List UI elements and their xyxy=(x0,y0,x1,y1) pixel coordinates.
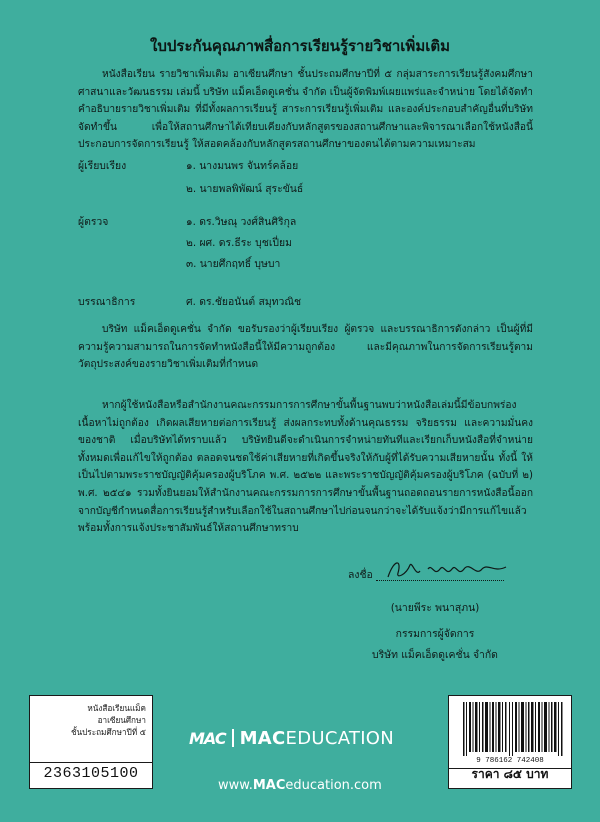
logo-divider xyxy=(232,729,234,747)
author-2: ๒. นายพลพิพัฒน์ สุระขันธ์ xyxy=(186,183,304,195)
logo-wordmark xyxy=(240,728,394,749)
signer-title: กรรมการผู้จัดการ xyxy=(395,628,475,640)
product-code: 2363105100 xyxy=(43,765,139,782)
isbn-number: 9 786162 742408 xyxy=(476,757,544,765)
product-box-divider xyxy=(30,762,152,763)
signer-name: (นายพีระ พนาสุภน) xyxy=(390,602,480,614)
page-title: ใบประกันคุณภาพสื่อการเรียนรู้รายวิชาเพิ่มเติม xyxy=(150,37,450,55)
mac-logo-mark: MAC xyxy=(189,728,226,748)
book-label-line-1: หนังสือเรียนแม็ค xyxy=(87,703,146,713)
mac-education-logo xyxy=(189,727,394,749)
product-label-box xyxy=(29,695,153,789)
price-label: ราคา ๘๕ บาท xyxy=(471,767,549,781)
website-url xyxy=(218,778,382,793)
editor-name: ศ. ดร.ชัยอนันต์ สมุทวณิช xyxy=(186,296,302,308)
logo-wordmark-rest: EDUCATION xyxy=(285,727,395,749)
editor-label: บรรณาธิการ xyxy=(78,296,136,308)
barcode-box xyxy=(448,695,572,789)
authors-label: ผู้เรียบเรียง xyxy=(78,160,127,172)
website-suffix: education.com xyxy=(285,778,382,793)
barcode-icon xyxy=(461,702,565,756)
reviewer-1: ๑. ดร.วิษณุ วงศ์สินศิริกุล xyxy=(186,216,297,228)
liability-paragraph: หากผู้ใช้หนังสือหรือสำนักงานคณะกรรมการการศึกษาขั้นพื้นฐานพบว่าหนังสือเล่มนี้มีข้อบกพร่อง เนื้อหาไม่ถูกต้อง เกิดผลเสียหายต่อการเรียนรู้ ส่งผลกระทบทั้งด้านคุณธรรม จริยธรรม และความมั่นคงของชาติ เมื่อบริษัทได้ทราบแล้ว บริษัทยินดีจะดำเนินการจำหน่ายทันทีและเรียกเก็บหนังสือที่จำหน่ายทั้งหมดเพื่อแก้ไขให้ถูกต้อง ตลอดจนชดใช้ค่าเสียหายที่เกิดขึ้นจริงให้กับผู้ที่ได้รับความเสียหายนั้น ทั้งนี้ ให้เป็นไปตามพระราชบัญญัติคุ้มครองผู้บริโภค พ.ศ. ๒๕๒๒ และพระราชบัญญัติคุ้มครองผู้บริโภค (ฉบับที่ ๒) พ.ศ. ๒๕๔๑ รวมทั้งยินยอมให้สำนักงานคณะกรรมการการศึกษาขั้นพื้นฐานถอดถอนรายการหนังสือนี้ออกจากบัญชีกำหนดสื่อการเรียนรู้สำหรับเลือกใช้ในสถานศึกษาไปก่อนจนกว่าจะได้รับแจ้งว่ามีการแก้ไขแล้ว พร้อมทั้งการแจ้งประชาสัมพันธ์ให้สถานศึกษาทราบ xyxy=(78,400,533,535)
signature-image xyxy=(384,555,514,585)
sign-label: ลงชื่อ xyxy=(348,569,373,581)
website-bold: MAC xyxy=(252,778,286,793)
company-name: บริษัท แม็คเอ็ดดูเคชั่น จำกัด xyxy=(372,649,498,661)
book-label-line-2: อาเซียนศึกษา xyxy=(97,715,146,725)
guarantee-paragraph: บริษัท แม็คเอ็ดดูเคชั่น จำกัด ขอรับรองว่าผู้เรียบเรียง ผู้ตรวจ และบรรณาธิการดังกล่าว เป็นผู้ที่มีความรู้ความสามารถในการจัดทำหนังสือนี้ให้มีความถูกต้อง และมีคุณภาพในการจัดการเรียนรู้ตามวัตถุประสงค์ของรายวิชาเพิ่มเติมที่กำหนด xyxy=(78,324,533,371)
reviewers-label: ผู้ตรวจ xyxy=(78,216,109,228)
reviewer-2: ๒. ผศ. ดร.ธีระ บุชเปี่ยม xyxy=(186,237,292,249)
reviewer-3: ๓. นายศึกฤทธิ์ บุษบา xyxy=(186,258,281,270)
logo-wordmark-bold: MAC xyxy=(239,727,286,749)
book-label-line-3: ชั้นประถมศึกษาปีที่ ๕ xyxy=(70,727,146,737)
intro-paragraph: หนังสือเรียน รายวิชาเพิ่มเติม อาเซียนศึกษา ชั้นประถมศึกษาปีที่ ๕ กลุ่มสาระการเรียนรู้สังคมศึกษา ศาสนาและวัฒนธรรม เล่มนี้ บริษัท แม็คเอ็ดดูเคชั่น จำกัด เป็นผู้จัดพิมพ์เผยแพร่และจำหน่าย โดยได้จัดทำคำอธิบายรายวิชาเพิ่มเติม ที่มีทั้งผลการเรียนรู้ สาระการเรียนรู้เพิ่มเติม และองค์ประกอบสำคัญอื่นที่บริษัทจัดทำขึ้น เพื่อให้สถานศึกษาได้เทียบเคียงกับหลักสูตรของสถานศึกษาและพิจารณาเลือกใช้หนังสือนี้ประกอบการจัดการเรียนรู้ ให้สอดคล้องกับหลักสูตรสถานศึกษาของตนได้ตามความเหมาะสม xyxy=(78,69,533,151)
website-prefix: www. xyxy=(218,778,253,793)
author-1: ๑. นางมนพร จันทร์คล้อย xyxy=(186,160,299,172)
